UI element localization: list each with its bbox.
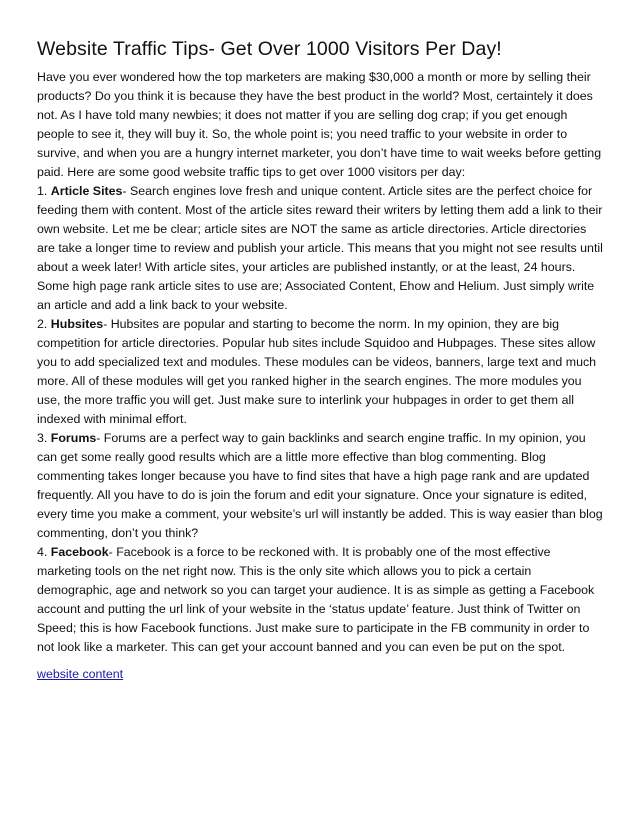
tip-heading: Facebook: [50, 545, 109, 559]
tip-number: 1.: [37, 184, 48, 198]
document-page: [37, 36, 603, 684]
tip-paragraph-2: [37, 315, 603, 429]
page-title: Website Traffic Tips- Get Over 1000 Visitors Per Day!: [37, 38, 502, 60]
tip-paragraph-3: [37, 429, 603, 543]
tip-paragraph-4: [37, 543, 603, 657]
tip-text: - Search engines love fresh and unique content. Article sites are the perfect choice for feeding them with content. Most of the article sites reward their writers by letting them add a link to their own website. Let me be clear; article sites are NOT the same as article directories. Article directories are take a longer time to review and publish your article. This means that you might not see results until about a week later! With article sites, your articles are published instantly, or at the least, 24 hours. Some high page rank article sites to use are; Associated Content, Ehow and Helium. Just simply write an article and add a link back to your website.: [37, 184, 603, 312]
website-content-link[interactable]: website content: [37, 667, 124, 681]
tip-text: - Hubsites are popular and starting to become the norm. In my opinion, they are big competition for article directories. Popular hub sites include Squidoo and Hubpages. These sites allow you to add specialized text and modules. These modules can be videos, banners, large text and much more. All of these modules will get you ranked higher in the search engines. The more modules you use, the more traffic you will get. Just make sure to interlink your hubpages in order to get them all indexed with minimal effort.: [37, 317, 597, 426]
tip-number: 3.: [37, 431, 48, 445]
article-body: [37, 68, 603, 657]
tip-heading: Article Sites: [50, 184, 123, 198]
tip-number: 4.: [37, 545, 48, 559]
tip-text: - Forums are a perfect way to gain backlinks and search engine traffic. In my opinion, you can get some really good results which are a little more effective than blog commenting. Blog commenting takes longer because you have to find sites that have a high page rank and are updated frequently. All you have to do is join the forum and edit your signature. Once your signature is edited, every time you make a comment, your website’s url will instantly be added. This is way easier than blog commenting, don’t you think?: [37, 431, 603, 540]
tip-number: 2.: [37, 317, 48, 331]
tip-text: - Facebook is a force to be reckoned with. It is probably one of the most effective marketing tools on the net right now. This is the only site which allows you to pick a certain demographic, age and network so you can target your audience. It is as simple as getting a Facebook account and putting the url link of your website in the ‘status update’ feature. Just think of Twitter on Speed; this is how Facebook functions. Just make sure to participate in the FB community in order to not look like a marketer. This can get your account banned and you can even be put on the spot.: [37, 545, 595, 654]
intro-paragraph: Have you ever wondered how the top marketers are making $30,000 a month or more by selling their products? Do you think it is because they have the best product in the world? Most, certaintely it does not. As I have told many newbies; it does not matter if you are selling dog crap; if you get enough people to see it, they will buy it. So, the whole point is; you need traffic to your website in order to survive, and when you are a hungry internet marketer, you don’t have time to wait weeks before getting paid. Here are some good website traffic tips to get over 1000 visitors per day:: [37, 70, 602, 179]
tip-paragraph-1: [37, 182, 603, 315]
tip-heading: Forums: [50, 431, 97, 445]
tip-heading: Hubsites: [50, 317, 104, 331]
